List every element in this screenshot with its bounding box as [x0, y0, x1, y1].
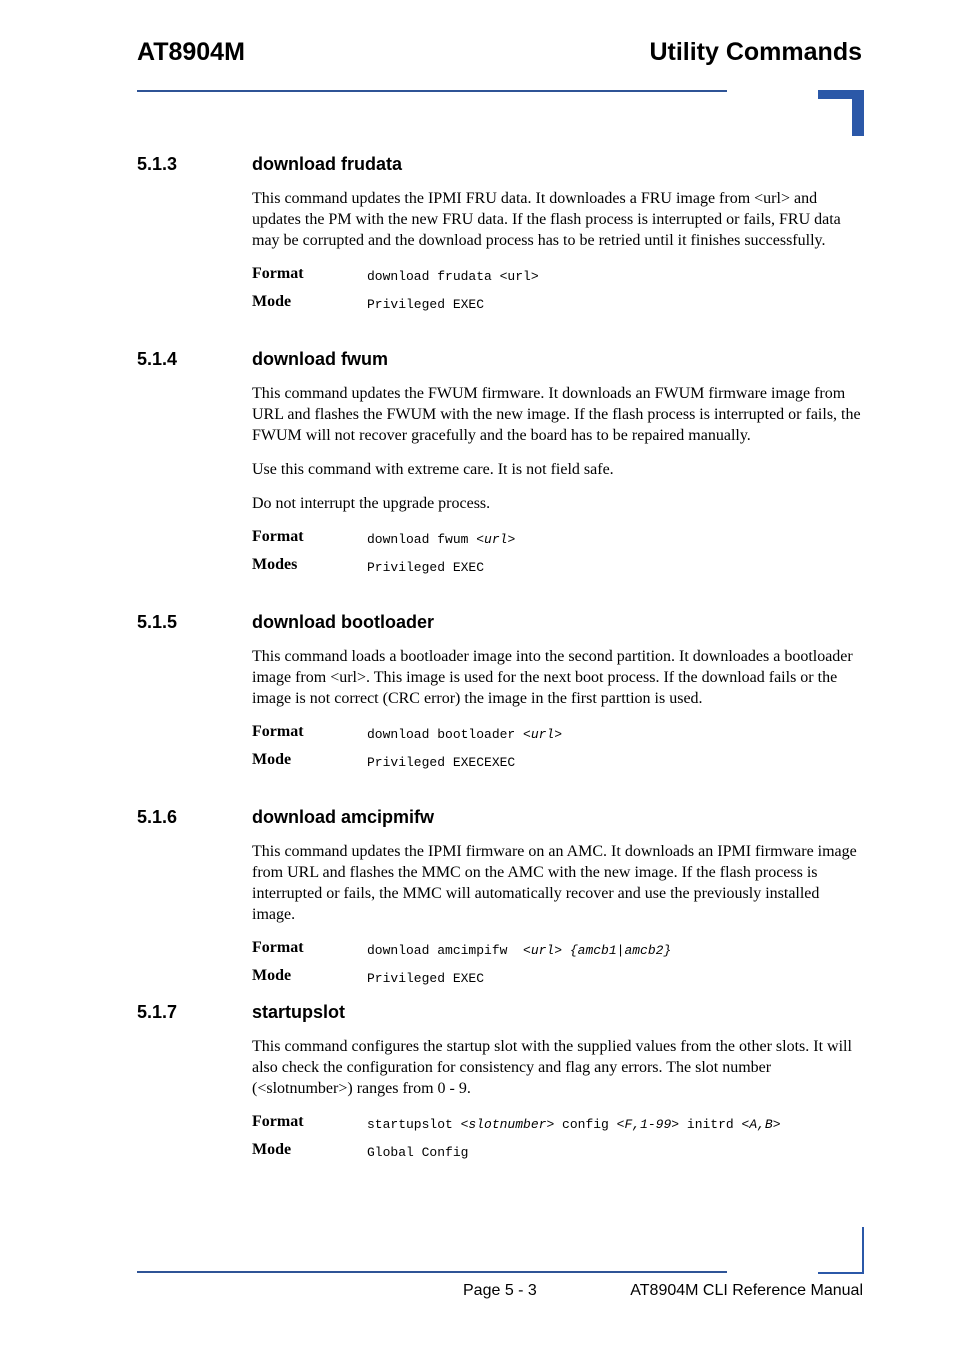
- mode-label: Mode: [252, 1141, 292, 1158]
- mode-value: Privileged EXEC: [367, 971, 485, 986]
- section-title: download frudata: [252, 154, 402, 174]
- mode-value: Global Config: [367, 1145, 469, 1160]
- mode-row: [252, 1140, 864, 1168]
- body-paragraph: This command updates the IPMI FRU data. It downloades a FRU image from <url> and updates the PM with the new FRU data. If the flash process is interrupted or fails, FRU data may be corrupted and the download process has to be retried until it finishes successfully.: [252, 190, 841, 249]
- section-number: 5.1.4: [137, 349, 178, 369]
- mode-value: Privileged EXEC: [367, 297, 485, 312]
- header-rule: [137, 90, 727, 92]
- page-number: Page 5 - 3: [463, 1282, 537, 1299]
- footer-rule: [137, 1271, 727, 1273]
- body-paragraph: This command loads a bootloader image into the second partition. It downloades a bootloader image from <url>. This image is used for the next boot process. If the download fails or the image is not correct (CRC error) the image in the first parttion is used.: [252, 648, 853, 707]
- format-label: Format: [252, 723, 304, 740]
- section-number: 5.1.3: [137, 154, 178, 174]
- body-paragraph: Do not interrupt the upgrade process.: [252, 495, 491, 512]
- header-product: AT8904M: [137, 38, 245, 66]
- mode-label: Modes: [252, 556, 298, 573]
- format-row: [252, 938, 864, 966]
- mode-row: [252, 292, 864, 320]
- section-number: 5.1.7: [137, 1002, 178, 1022]
- format-label: Format: [252, 528, 304, 545]
- section-title: startupslot: [252, 1002, 346, 1022]
- footer-manual-title: AT8904M CLI Reference Manual: [630, 1282, 863, 1299]
- mode-label: Mode: [252, 751, 292, 768]
- format-row: [252, 722, 864, 750]
- body-paragraph: This command updates the IPMI firmware on an AMC. It downloads an IPMI firmware image from URL and flashes the MMC on the AMC with the new image. If the flash process is interrupted or fails, the MMC will automatically recover and use the previously installed image.: [252, 843, 857, 923]
- mode-label: Mode: [252, 967, 292, 984]
- section-number: 5.1.6: [137, 807, 178, 827]
- format-row: [252, 527, 864, 555]
- body-paragraph: This command configures the startup slot with the supplied values from the other slots. It will also check the configuration for consistency and flag any errors. The slot number (<slotnumber>) ranges from 0 - 9.: [252, 1038, 852, 1097]
- section-title: download amcipmifw: [252, 807, 435, 827]
- format-value: download fwum <url>: [367, 532, 516, 547]
- mode-row: [252, 966, 864, 994]
- section-title: download bootloader: [252, 612, 434, 632]
- body-paragraph: This command updates the FWUM firmware. It downloads an FWUM firmware image from URL and flashes the FWUM with the new image. If the flash process is interrupted or fails, the FWUM will not recover gracefully and the board has to be repaired manually.: [252, 385, 861, 444]
- footer-corner-mark: [818, 1227, 864, 1274]
- body-paragraph: Use this command with extreme care. It is not field safe.: [252, 461, 614, 478]
- header-chapter-title: Utility Commands: [649, 38, 862, 66]
- format-value: download bootloader <url>: [367, 727, 563, 742]
- format-value: startupslot <slotnumber> config <F,1-99> initrd <A,B>: [367, 1117, 781, 1132]
- mode-value: Privileged EXEC: [367, 560, 485, 575]
- format-row: [252, 1112, 864, 1140]
- format-label: Format: [252, 265, 304, 282]
- mode-row: [252, 555, 864, 583]
- mode-row: [252, 750, 864, 778]
- format-label: Format: [252, 1113, 304, 1130]
- section-title: download fwum: [252, 349, 388, 369]
- format-value: download frudata <url>: [367, 269, 539, 284]
- mode-label: Mode: [252, 293, 292, 310]
- mode-value: Privileged EXECEXEC: [367, 755, 516, 770]
- section-number: 5.1.5: [137, 612, 178, 632]
- format-label: Format: [252, 939, 304, 956]
- format-row: [252, 264, 864, 292]
- format-value: download amcimpifw <url> {amcb1|amcb2}: [367, 943, 672, 958]
- header-corner-mark: [818, 90, 864, 136]
